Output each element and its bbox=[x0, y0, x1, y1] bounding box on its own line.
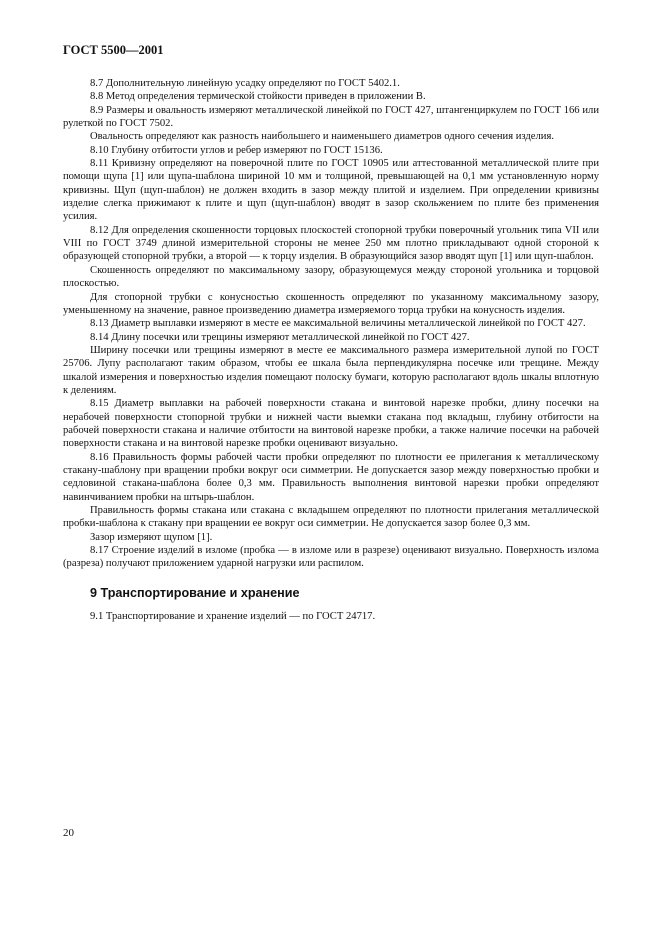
section-9-heading: 9 Транспортирование и хранение bbox=[90, 585, 300, 600]
paragraph-cup-shape: Правильность формы стакана или стакана с вкладышем определяют по плотности прилегания металлической пробки-шаблона к стакану при вращении ее вокруг оси симметрии. Не допускается зазор более 0,3 мм. bbox=[63, 505, 599, 530]
paragraph-8-8: 8.8 Метод определения термической стойкости приведен в приложении В. bbox=[90, 91, 426, 103]
paragraph-8-14: 8.14 Длину посечки или трещины измеряют металлической линейкой по ГОСТ 427. bbox=[90, 331, 470, 343]
paragraph-8-17: 8.17 Строение изделий в изломе (пробка — в изломе или в разрезе) оценивают визуально. Поверхность излома (разреза) получают приложением ударной нагрузки или распилом. bbox=[63, 545, 599, 570]
paragraph-skew-gap: Скошенность определяют по максимальному зазору, образующемуся между стороной угольника и торцовой плоскостью. bbox=[63, 264, 599, 290]
paragraph-9-1: 9.1 Транспортирование и хранение изделий — по ГОСТ 24717. bbox=[90, 610, 376, 622]
paragraph-8-15: 8.15 Диаметр выплавки на рабочей поверхности стакана и винтовой нарезке пробки, длину посечки на нерабочей поверхности стопорной трубки и нижней части выемки стакана под вкладыш, глубину отбитости на рабочей поверхности стакана и наличие отбитости на винтовой нарезке пробки, а также наличие посечки на рабочей поверхности стакана и на винтовой нарезке пробки оценивают визуально. bbox=[63, 398, 599, 450]
paragraph-gap-probe: Зазор измеряют щупом [1]. bbox=[90, 531, 213, 543]
paragraph-8-7: 8.7 Дополнительную линейную усадку определяют по ГОСТ 5402.1. bbox=[90, 78, 400, 89]
paragraph-conical-tube: Для стопорной трубки с конусностью скошенность определяют по указанному максимальному зазору, уменьшенному на значение, равное произведению диаметра измеряемого торца трубки на конусность изделия. bbox=[63, 291, 599, 316]
paragraph-8-13: 8.13 Диаметр выплавки измеряют в месте ее максимальной величины металлической линейкой по ГОСТ 427. bbox=[90, 318, 586, 330]
page-number: 20 bbox=[63, 827, 74, 839]
paragraph-8-16: 8.16 Правильность формы рабочей части пробки определяют по плотности ее прилегания к металлическому стакану-шаблону при вращении пробки вокруг оси симметрии. Не допускается зазор между поверхностью пробки и седловиной стакана-шаблона более 0,3 мм. Правильность выполнения винтовой нарезки пробки определяют навинчиванием пробки на штырь-шаблон. bbox=[63, 451, 599, 503]
paragraph-8-11: 8.11 Кривизну определяют на поверочной плите по ГОСТ 10905 или аттестованной металлической плите при помощи щупа [1] или щупа-шаблона шириной 10 мм и толщиной, превышающей на 0,1 мм установленную норму кривизны. Щуп (щуп-шаблон) не должен входить в зазор между плитой и изделием. При определении кривизны изделие слегка прижимают к плите и щуп (щуп-шаблон) вводят в зазор скольжением по плите без применения усилия. bbox=[63, 158, 599, 223]
standard-header: ГОСТ 5500—2001 bbox=[63, 43, 164, 57]
paragraph-8-12: 8.12 Для определения скошенности торцовых плоскостей стопорной трубки поверочный угольник типа VII или VIII по ГОСТ 3749 длиной измерительной стороны не менее 250 мм плотно прикладывают одной стороной к образующей стопорной трубки, а второй — к торцу изделия. В образующийся зазор вводят щуп [1] или щуп-шаблон. bbox=[63, 224, 599, 263]
paragraph-8-10: 8.10 Глубину отбитости углов и ребер измеряют по ГОСТ 15136. bbox=[90, 144, 383, 156]
document-body bbox=[63, 77, 599, 623]
paragraph-ovality: Овальность определяют как разность наибольшего и наименьшего диаметров одного сечения изделия. bbox=[90, 131, 554, 143]
paragraph-8-9: 8.9 Размеры и овальность измеряют металлической линейкой по ГОСТ 427, штангенциркулем по ГОСТ 166 или рулеткой по ГОСТ 7502. bbox=[63, 104, 599, 130]
paragraph-crack-width: Ширину посечки или трещины измеряют в месте ее максимального размера измерительной лупой по ГОСТ 25706. Лупу располагают таким образом, чтобы ее шкала была перпендикулярна посечке или трещине. Между шкалой измерения и поверхностью изделия помещают полоску бумаги, которую располагают вдоль шкалы вплотную к делениям. bbox=[63, 344, 599, 396]
